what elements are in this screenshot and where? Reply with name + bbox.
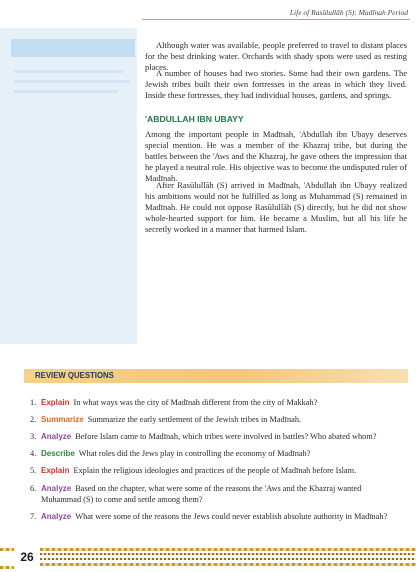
question-command-word: Explain	[41, 398, 70, 407]
review-question	[30, 431, 406, 442]
review-question	[30, 414, 406, 425]
paragraph-houses: A number of houses had two stories. Some had their own gardens. The Jewish tribes built their own fortresses in the areas in which they lived. Inside these fortresses, they had individual houses, gardens, and springs.	[145, 68, 407, 100]
question-command-word: Analyze	[41, 484, 72, 493]
footer-border	[40, 558, 416, 560]
page-number: 26	[20, 550, 34, 564]
question-number: 1.	[30, 398, 37, 407]
question-text: Based on the chapter, what were some of the reasons the 'Aws and the Khazraj wanted	[75, 484, 362, 493]
question-command-word: Describe	[41, 449, 75, 458]
review-question	[30, 448, 406, 459]
sidebar-line	[14, 90, 118, 93]
page-header	[0, 0, 416, 24]
question-number: 5.	[30, 466, 37, 475]
paragraph-abdullah-intro: Among the important people in Madīnah, 'Abdullah ibn Ubayy deserves special mention. He was a member of the Khazraj tribe, but during the battles between the 'Aws and the Khazraj, he gave others the impression that he played a neutral role. His objective was to become the undisputed ruler of Madīnah.	[145, 129, 407, 183]
question-command-word: Summarize	[41, 415, 84, 424]
question-number: 4.	[30, 449, 37, 458]
page-footer	[0, 546, 416, 572]
review-question	[30, 397, 406, 408]
question-text: What were some of the reasons the Jews could never establish absolute authority in Madīnah?	[75, 512, 388, 521]
review-question	[30, 511, 406, 522]
question-number: 3.	[30, 432, 37, 441]
sidebar-tab	[11, 39, 135, 57]
paragraph-abdullah-ambitions: After Rasūlullāh (S) arrived in Madīnah, 'Abdullah ibn Ubayy realized his ambitions would not be fulfilled as long as Muhammad (S) remained in Madīnah. He could not oppose Rasūlullāh (S) directly, but he did not show whole-hearted support for him. He became a Muslim, but all his life he secretly worked in a manner that harmed Islam.	[145, 180, 407, 234]
section-heading: 'ABDULLAH IBN UBAYY	[145, 114, 244, 124]
question-text: In what ways was the city of Madīnah different from the city of Makkah?	[73, 398, 318, 407]
running-title: Life of Rasūlullāh (S): Madīnah Period	[289, 8, 408, 17]
question-text: Before Islam came to Madīnah, which tribes were involved in battles? Who abated whom?	[75, 432, 377, 441]
footer-border	[40, 553, 416, 555]
footer-border	[40, 548, 416, 551]
question-text: Summarize the early settlement of the Jewish tribes in Madīnah.	[87, 415, 302, 424]
question-text-continued: Muhammad (S) to come and settle among them?	[41, 495, 203, 504]
sidebar-line	[14, 80, 130, 83]
question-text: What roles did the Jews play in controlling the economy of Madīnah?	[78, 449, 311, 458]
footer-border	[40, 563, 416, 566]
question-command-word: Analyze	[41, 432, 72, 441]
question-command-word: Analyze	[41, 512, 72, 521]
sidebar-panel	[0, 28, 137, 344]
question-command-word: Explain	[41, 466, 70, 475]
footer-border	[0, 566, 14, 569]
question-number: 2.	[30, 415, 37, 424]
question-text: Explain the religious ideologies and practices of the people of Madīnah before Islam.	[73, 466, 357, 475]
question-number: 7.	[30, 512, 37, 521]
review-question	[30, 465, 406, 476]
footer-border	[0, 548, 14, 551]
review-questions-heading: REVIEW QUESTIONS	[35, 371, 114, 380]
header-rule	[142, 19, 410, 20]
sidebar-line	[14, 70, 124, 73]
question-number: 6.	[30, 484, 37, 493]
review-question	[30, 483, 406, 505]
paragraph-water: Although water was available, people preferred to travel to distant places for the best drinking water. Orchards with shady spots were used as resting places.	[145, 40, 407, 72]
